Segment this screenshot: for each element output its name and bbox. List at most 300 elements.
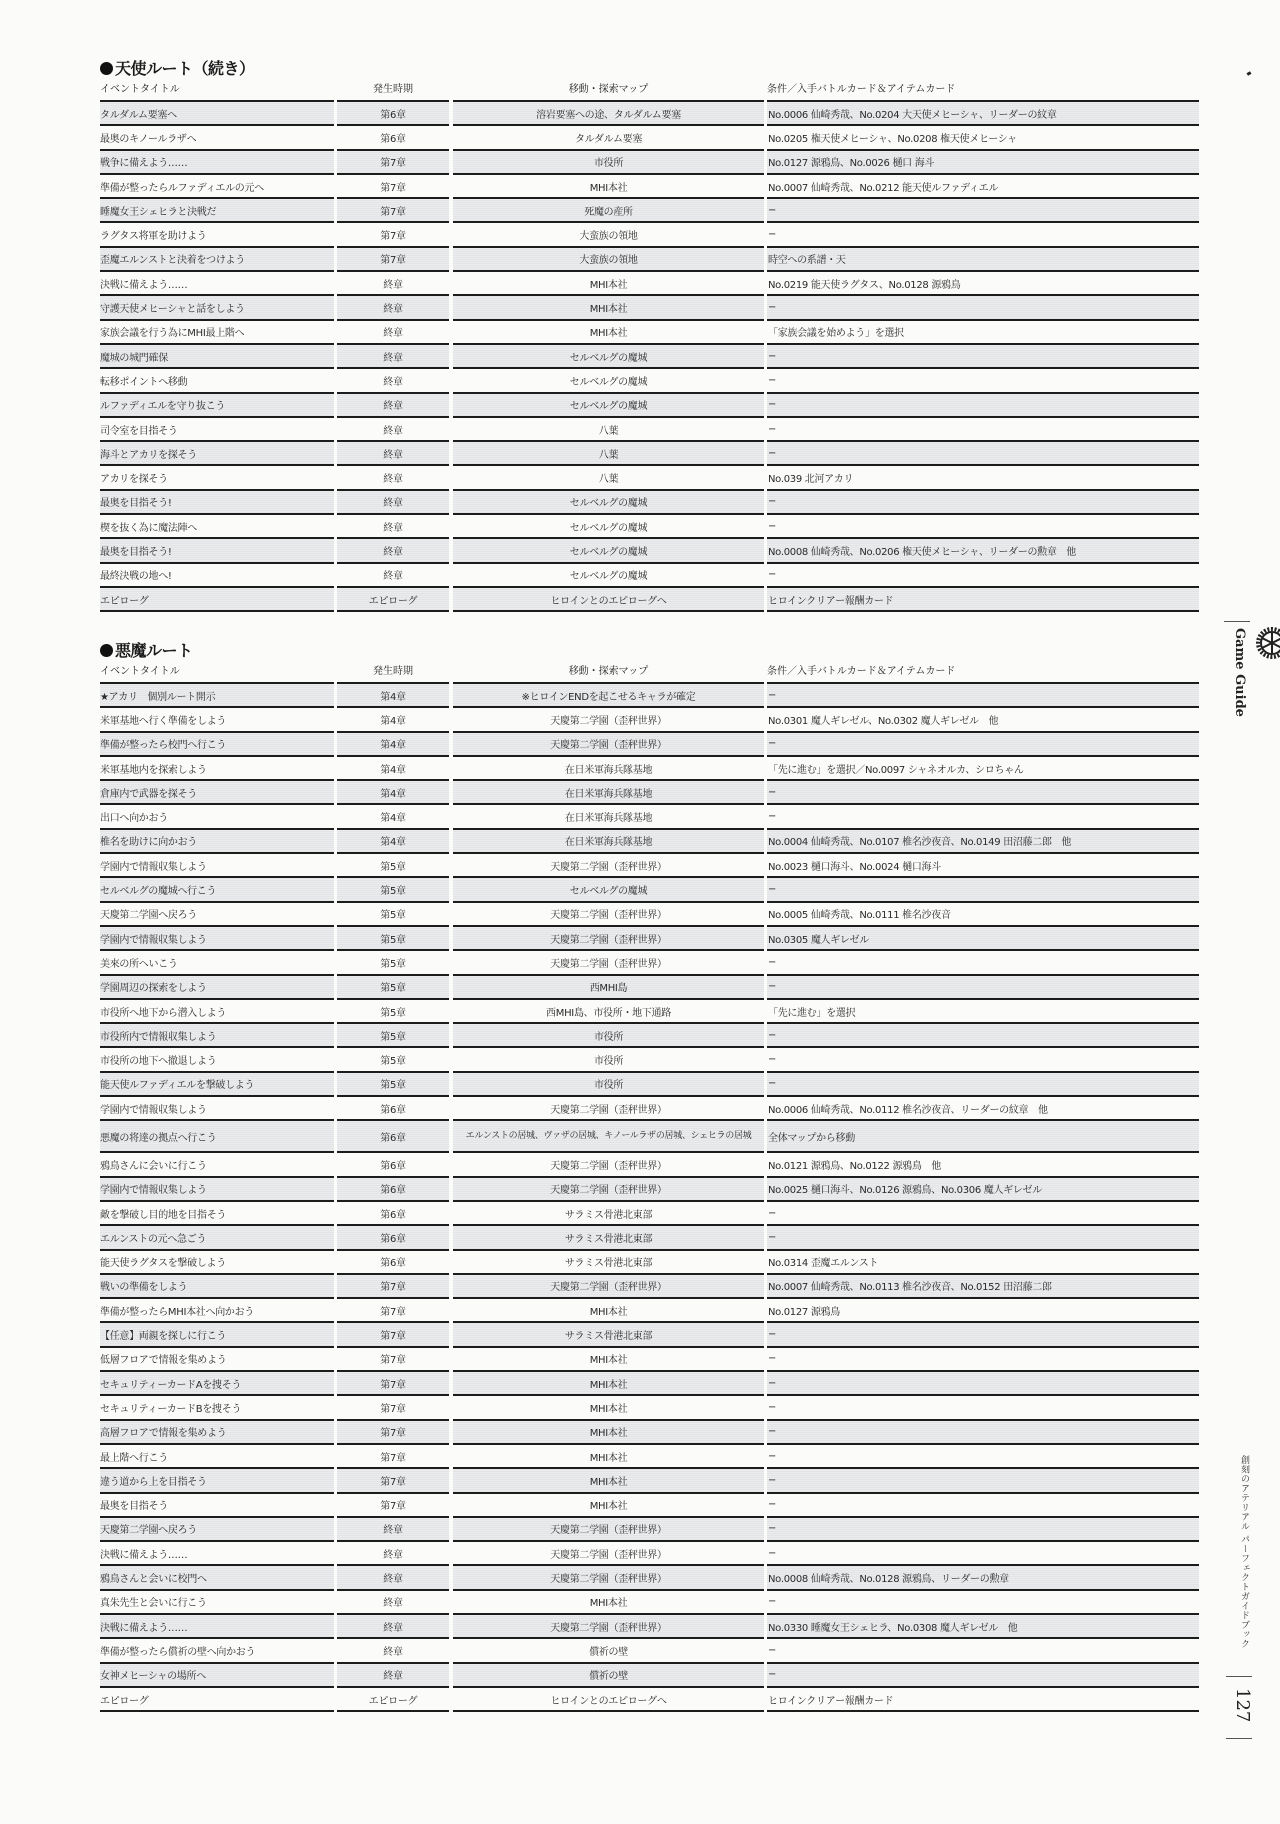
cell-conditions: − [767,1467,1199,1491]
section-title-text: 天使ルート（続き） [115,59,255,78]
rule-segment [337,610,449,613]
cell-map: セルベルグの魔城 [453,367,764,391]
table-row [100,1613,1199,1637]
cell-timing: 第4章 [337,755,449,779]
cell-conditions: − [767,682,1199,706]
cell-timing: 終章 [337,1516,449,1540]
cell-timing: 第4章 [337,828,449,852]
table-row [100,925,1199,949]
cell-map: タルダルム要塞 [453,124,764,148]
cell-map: セルベルグの魔城 [453,876,764,900]
table-bottom-rule [100,610,1199,613]
table-header [100,662,1199,682]
cell-conditions: No.0007 仙崎秀哉、No.0113 椎名沙夜音、No.0152 田沼藤二郎 [767,1273,1199,1297]
cell-timing: 第7章 [337,1394,449,1418]
cell-conditions: No.0301 魔人ギレゼル、No.0302 魔人ギレゼル 他 [767,706,1199,730]
cell-map: 在日米軍海兵隊基地 [453,779,764,803]
table-row [100,367,1199,391]
cell-timing: 第6章 [337,124,449,148]
header-map: 移動・探索マップ [568,84,649,95]
cell-conditions: − [767,803,1199,827]
rule-segment [453,610,764,613]
cell-map: サラミス骨港北東部 [453,1249,764,1273]
table-row [100,1589,1199,1613]
cell-event-title: 女神メヒーシャの場所へ [100,1662,334,1686]
cell-timing: 第7章 [337,197,449,221]
cell-timing: 終章 [337,392,449,416]
cell-map: MHI本社 [453,319,764,343]
cell-conditions: 時空への系譜・天 [767,246,1199,270]
cell-event-title: 天慶第二学園へ戻ろう [100,1516,334,1540]
cell-conditions: − [767,1321,1199,1345]
cell-conditions: − [767,1370,1199,1394]
cell-conditions: − [767,221,1199,245]
sidebar-divider [1224,621,1250,622]
cell-map: ヒロインとのエピローグへ [453,586,764,610]
cell-timing: 第5章 [337,876,449,900]
scan-speck [1247,71,1252,76]
table-row [100,464,1199,488]
table-row [100,1637,1199,1661]
cell-conditions: No.0023 樋口海斗、No.0024 樋口海斗 [767,852,1199,876]
cell-event-title: 転移ポイントへ移動 [100,367,334,391]
cell-timing: 終章 [337,1613,449,1637]
cell-conditions: ヒロインクリアー報酬カード [767,586,1199,610]
page-divider-top [1226,1676,1252,1677]
cell-map: セルベルグの魔城 [453,562,764,586]
table-row [100,392,1199,416]
cell-conditions: 「家族会議を始めよう」を選択 [767,319,1199,343]
cell-event-title: 椎名を助けに向かおう [100,828,334,852]
cell-event-title: 真朱先生と会いに行こう [100,1589,334,1613]
cell-conditions: − [767,1224,1199,1248]
cell-timing: 第7章 [337,1467,449,1491]
cell-timing: 終章 [337,489,449,513]
table-row [100,1119,1199,1151]
cell-conditions: ヒロインクリアー報酬カード [767,1686,1199,1710]
cell-event-title: 悪魔の将達の拠点へ行こう [100,1119,334,1151]
cell-conditions: − [767,1589,1199,1613]
cell-map: 死魔の産所 [453,197,764,221]
cell-conditions: No.0121 源鴉鳥、No.0122 源鴉鳥 他 [767,1151,1199,1175]
cell-timing: 第5章 [337,852,449,876]
cell-conditions: No.0205 権天使メヒーシャ、No.0208 権天使メヒーシャ [767,124,1199,148]
cell-timing: 終章 [337,440,449,464]
cell-conditions: − [767,562,1199,586]
cell-map: MHI本社 [453,1443,764,1467]
cell-timing: 終章 [337,319,449,343]
cell-map: 天慶第二学園（歪秤世界） [453,925,764,949]
rule-segment [100,610,334,613]
cell-event-title: エピローグ [100,586,334,610]
table-header [100,80,1199,100]
cell-map: 溶岩要塞への途、タルダルム要塞 [453,100,764,124]
cell-event-title: 守護天使メヒーシャと話をしよう [100,294,334,318]
cell-map: 天慶第二学園（歪秤世界） [453,1273,764,1297]
cell-timing: 終章 [337,464,449,488]
cell-event-title: 鴉鳥さんと会いに校門へ [100,1564,334,1588]
cell-map: MHI本社 [453,1394,764,1418]
table-row [100,1492,1199,1516]
table-row [100,100,1199,124]
header-timing: 発生時期 [373,84,413,95]
cell-map: 天慶第二学園（歪秤世界） [453,852,764,876]
cell-event-title: 能天使ラグタスを撃破しよう [100,1249,334,1273]
cell-map: サラミス骨港北東部 [453,1321,764,1345]
cell-conditions: No.0330 睡魔女王シェヒラ、No.0308 魔人ギレゼル 他 [767,1613,1199,1637]
cell-timing: 第7章 [337,1297,449,1321]
cell-event-title: 決戦に備えよう…… [100,1613,334,1637]
cell-timing: 第7章 [337,221,449,245]
table-row [100,246,1199,270]
cell-conditions: − [767,513,1199,537]
cell-timing: 終章 [337,562,449,586]
table-row [100,124,1199,148]
cell-map: 西MHI島 [453,974,764,998]
cell-timing: 第7章 [337,1273,449,1297]
cell-conditions: − [767,1071,1199,1095]
table-row [100,1071,1199,1095]
cell-map: 天慶第二学園（歪秤世界） [453,1613,764,1637]
cell-event-title: 最奥を目指そう [100,1492,334,1516]
cell-map: MHI本社 [453,294,764,318]
cell-event-title: セキュリティーカードBを捜そう [100,1394,334,1418]
cell-map: 天慶第二学園（歪秤世界） [453,949,764,973]
rule-segment [453,1710,764,1713]
cell-conditions: − [767,1662,1199,1686]
cell-map: 市役所 [453,1022,764,1046]
cell-timing: 第4章 [337,731,449,755]
cell-map: セルベルグの魔城 [453,343,764,367]
table-row [100,270,1199,294]
cell-timing: 第7章 [337,1492,449,1516]
cell-timing: 終章 [337,537,449,561]
cell-map: 天慶第二学園（歪秤世界） [453,1176,764,1200]
cell-conditions: − [767,1346,1199,1370]
cell-map: セルベルグの魔城 [453,513,764,537]
cell-conditions: − [767,343,1199,367]
book-title: 創刻のアテリアル パーフェクトガイドブック [1239,1455,1249,1649]
table-row [100,173,1199,197]
cell-map: 在日米軍海兵隊基地 [453,803,764,827]
cell-event-title: 鴉鳥さんに会いに行こう [100,1151,334,1175]
cell-conditions: No.0008 仙崎秀哉、No.0206 権天使メヒーシャ、リーダーの勲章 他 [767,537,1199,561]
table-row [100,1662,1199,1686]
table-row [100,1686,1199,1710]
cell-map: セルベルグの魔城 [453,489,764,513]
cell-event-title: 魔城の城門確保 [100,343,334,367]
table-row [100,489,1199,513]
cell-timing: 第7章 [337,246,449,270]
table-row [100,1200,1199,1224]
cell-map: MHI本社 [453,1419,764,1443]
table-row [100,1297,1199,1321]
cell-timing: 終章 [337,1589,449,1613]
rule-segment [337,1710,449,1713]
cell-map: MHI本社 [453,1589,764,1613]
cell-timing: 終章 [337,1637,449,1661]
table-row [100,852,1199,876]
cell-event-title: 高層フロアで情報を集めよう [100,1419,334,1443]
table-row [100,1095,1199,1119]
cell-event-title: 倉庫内で武器を探そう [100,779,334,803]
cell-map: 天慶第二学園（歪秤世界） [453,1564,764,1588]
cell-conditions: − [767,1394,1199,1418]
cell-event-title: 【任意】両親を探しに行こう [100,1321,334,1345]
table-row [100,974,1199,998]
cell-conditions: 「先に進む」を選択 [767,998,1199,1022]
cell-timing: 終章 [337,343,449,367]
table-row [100,537,1199,561]
cell-event-title: 戦争に備えよう…… [100,149,334,173]
cell-timing: 終章 [337,1540,449,1564]
cell-map: MHI本社 [453,1492,764,1516]
cell-map: 天慶第二学園（歪秤世界） [453,1095,764,1119]
table-row [100,197,1199,221]
cell-timing: 第5章 [337,901,449,925]
section-title [100,640,1199,662]
table-row [100,1249,1199,1273]
cell-event-title: 睡魔女王シェヒラと決戦だ [100,197,334,221]
cell-event-title: 学園周辺の探索をしよう [100,974,334,998]
cell-event-title: 海斗とアカリを探そう [100,440,334,464]
cell-event-title: 戦いの準備をしよう [100,1273,334,1297]
cell-map: 天慶第二学園（歪秤世界） [453,901,764,925]
table-row [100,440,1199,464]
cell-conditions: No.0008 仙崎秀哉、No.0128 源鴉鳥、リーダーの勲章 [767,1564,1199,1588]
cell-event-title: 敵を撃破し目的地を目指そう [100,1200,334,1224]
cell-map: MHI本社 [453,1297,764,1321]
cell-conditions: No.0127 源鴉鳥 [767,1297,1199,1321]
table-row [100,682,1199,706]
cell-event-title: エピローグ [100,1686,334,1710]
cell-map: MHI本社 [453,1467,764,1491]
cell-timing: 第5章 [337,1046,449,1070]
cell-event-title: 最奥を目指そう! [100,489,334,513]
cell-event-title: 最奥のキノールラザへ [100,124,334,148]
cell-event-title: 最上階へ行こう [100,1443,334,1467]
cell-map: MHI本社 [453,1346,764,1370]
gear-icon [1254,625,1280,661]
table-row [100,1370,1199,1394]
cell-conditions: No.039 北河アカリ [767,464,1199,488]
bullet-icon [100,644,113,657]
cell-map: 西MHI島、市役所・地下通路 [453,998,764,1022]
cell-map: ヒロインとのエピローグへ [453,1686,764,1710]
table-row [100,1046,1199,1070]
cell-event-title: 市役所内で情報収集しよう [100,1022,334,1046]
table-row [100,513,1199,537]
cell-conditions: − [767,876,1199,900]
cell-event-title: 家族会議を行う為にMHI最上階へ [100,319,334,343]
table-row [100,1540,1199,1564]
header-map: 移動・探索マップ [568,666,649,677]
table-body [100,682,1199,1713]
table-bottom-rule [100,1710,1199,1713]
cell-conditions: No.0305 魔人ギレゼル [767,925,1199,949]
table-row [100,586,1199,610]
cell-event-title: エルンストの元へ急ごう [100,1224,334,1248]
cell-event-title: 決戦に備えよう…… [100,270,334,294]
cell-timing: 第5章 [337,974,449,998]
rule-segment [767,610,1199,613]
cell-timing: 終章 [337,1662,449,1686]
table-row [100,1419,1199,1443]
table-row [100,1564,1199,1588]
cell-conditions: No.0006 仙崎秀哉、No.0204 大天使メヒーシャ、リーダーの紋章 [767,100,1199,124]
cell-conditions: No.0004 仙崎秀哉、No.0107 椎名沙夜音、No.0149 田沼藤二郎 他 [767,828,1199,852]
rule-segment [767,1710,1199,1713]
table-row [100,319,1199,343]
cell-event-title: 決戦に備えよう…… [100,1540,334,1564]
cell-conditions: No.0005 仙崎秀哉、No.0111 椎名沙夜音 [767,901,1199,925]
cell-event-title: 楔を抜く為に魔法陣へ [100,513,334,537]
cell-conditions: 全体マップから移動 [767,1119,1199,1151]
cell-event-title: 準備が整ったら償祈の壁へ向かおう [100,1637,334,1661]
cell-timing: 第7章 [337,1370,449,1394]
table-row [100,1346,1199,1370]
table-row [100,949,1199,973]
cell-conditions: No.0007 仙崎秀哉、No.0212 能天使ルファディエル [767,173,1199,197]
table-row [100,779,1199,803]
cell-timing: 第4章 [337,682,449,706]
cell-conditions: No.0006 仙崎秀哉、No.0112 椎名沙夜音、リーダーの紋章 他 [767,1095,1199,1119]
cell-map: 市役所 [453,149,764,173]
table-row [100,1467,1199,1491]
cell-event-title: 準備が整ったらMHI本社へ向かおう [100,1297,334,1321]
cell-event-title: 学園内で情報収集しよう [100,1176,334,1200]
cell-event-title: 準備が整ったら校門へ行こう [100,731,334,755]
section-title [100,58,1199,80]
cell-conditions: − [767,392,1199,416]
table-row [100,343,1199,367]
cell-map: 天慶第二学園（歪秤世界） [453,1516,764,1540]
cell-event-title: タルダルム要塞へ [100,100,334,124]
cell-conditions: − [767,294,1199,318]
table-row [100,1176,1199,1200]
cell-event-title: セキュリティーカードAを捜そう [100,1370,334,1394]
table-row [100,1224,1199,1248]
cell-map: セルベルグの魔城 [453,392,764,416]
cell-event-title: 出口へ向かおう [100,803,334,827]
cell-event-title: 市役所の地下へ撤退しよう [100,1046,334,1070]
cell-map: サラミス骨港北東部 [453,1200,764,1224]
cell-timing: 第4章 [337,706,449,730]
cell-timing: 第6章 [337,1151,449,1175]
cell-conditions: No.0127 源鴉鳥、No.0026 樋口 海斗 [767,149,1199,173]
cell-timing: 終章 [337,1564,449,1588]
table-row [100,1151,1199,1175]
table-row [100,416,1199,440]
cell-timing: 第7章 [337,1419,449,1443]
table-row [100,706,1199,730]
header-event-title: イベントタイトル [100,84,180,95]
cell-timing: 第6章 [337,1224,449,1248]
header-timing: 発生時期 [373,666,413,677]
cell-map: サラミス骨港北東部 [453,1224,764,1248]
cell-conditions: − [767,974,1199,998]
table-row [100,1443,1199,1467]
table-row [100,562,1199,586]
sidebar-label: Game Guide [1232,628,1247,717]
cell-event-title: 最終決戦の地へ! [100,562,334,586]
cell-conditions: − [767,1046,1199,1070]
cell-timing: 第6章 [337,1095,449,1119]
table-row [100,1394,1199,1418]
cell-timing: 第5章 [337,925,449,949]
cell-conditions: − [767,731,1199,755]
cell-timing: 終章 [337,270,449,294]
cell-event-title: 違う道から上を目指そう [100,1467,334,1491]
cell-timing: 第6章 [337,1249,449,1273]
cell-map: 大蛮族の領地 [453,221,764,245]
table-row [100,221,1199,245]
cell-conditions: 「先に進む」を選択／No.0097 シャネオルカ、シロちゃん [767,755,1199,779]
cell-conditions: − [767,440,1199,464]
cell-conditions: − [767,1443,1199,1467]
cell-timing: 第6章 [337,100,449,124]
cell-map: MHI本社 [453,173,764,197]
cell-conditions: − [767,1419,1199,1443]
cell-timing: エピローグ [337,586,449,610]
table-row [100,998,1199,1022]
cell-timing: 第5章 [337,949,449,973]
cell-map: セルベルグの魔城 [453,537,764,561]
cell-event-title: 能天使ルファディエルを撃破しよう [100,1071,334,1095]
table-row [100,1273,1199,1297]
cell-conditions: − [767,1516,1199,1540]
cell-map: 償祈の壁 [453,1662,764,1686]
cell-event-title: 最奥を目指そう! [100,537,334,561]
cell-event-title: 学園内で情報収集しよう [100,1095,334,1119]
cell-conditions: No.0219 能天使ラグタス、No.0128 源鴉鳥 [767,270,1199,294]
cell-timing: 第6章 [337,1119,449,1151]
table-row [100,1022,1199,1046]
cell-map: 市役所 [453,1071,764,1095]
cell-map: 在日米軍海兵隊基地 [453,828,764,852]
cell-conditions: − [767,1492,1199,1516]
cell-timing: 第7章 [337,173,449,197]
cell-timing: エピローグ [337,1686,449,1710]
cell-conditions: No.0025 樋口海斗、No.0126 源鴉鳥、No.0306 魔人ギレゼル [767,1176,1199,1200]
cell-event-title: ★アカリ 個別ルート開示 [100,682,334,706]
cell-map: 天慶第二学園（歪秤世界） [453,706,764,730]
cell-timing: 第5章 [337,1071,449,1095]
header-conditions: 条件／入手バトルカード＆アイテムカード [767,666,956,677]
cell-timing: 第5章 [337,998,449,1022]
cell-map: 八葉 [453,440,764,464]
cell-event-title: ラグタス将軍を助けよう [100,221,334,245]
page-number: 127 [1232,1688,1253,1723]
cell-event-title: 低層フロアで情報を集めよう [100,1346,334,1370]
cell-event-title: 歪魔エルンストと決着をつけよう [100,246,334,270]
cell-map: 在日米軍海兵隊基地 [453,755,764,779]
table-row [100,1321,1199,1345]
rule-segment [100,1710,334,1713]
cell-map: 大蛮族の領地 [453,246,764,270]
table-row [100,803,1199,827]
table-row [100,294,1199,318]
cell-event-title: 美來の所へいこう [100,949,334,973]
header-conditions: 条件／入手バトルカード＆アイテムカード [767,84,956,95]
cell-map: 償祈の壁 [453,1637,764,1661]
cell-event-title: 市役所へ地下から潜入しよう [100,998,334,1022]
cell-event-title: 米軍基地内を探索しよう [100,755,334,779]
cell-conditions: − [767,197,1199,221]
cell-conditions: − [767,489,1199,513]
cell-map: 八葉 [453,464,764,488]
cell-conditions: − [767,1022,1199,1046]
